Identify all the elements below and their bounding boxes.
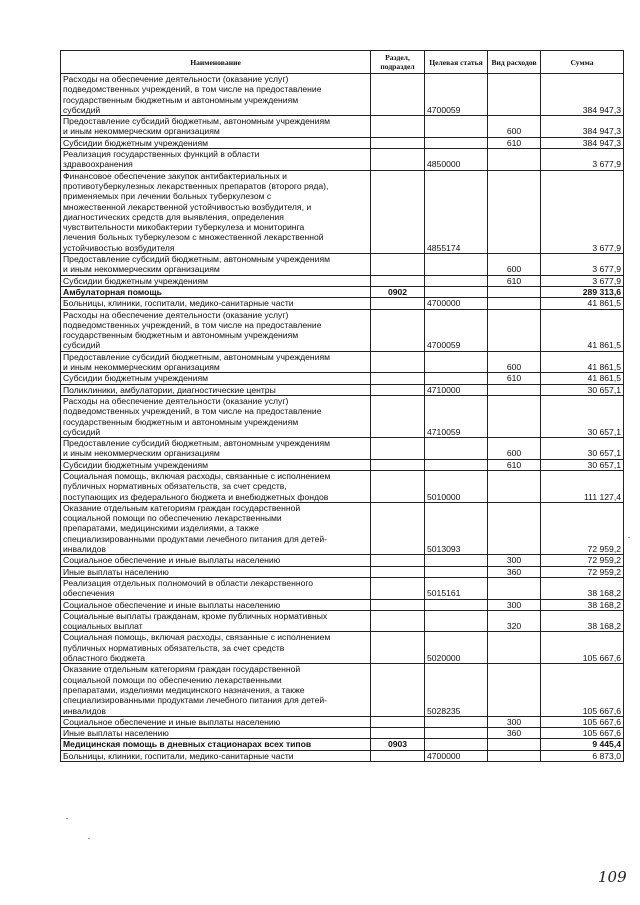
cell-name: Субсидии бюджетным учреждениям	[61, 137, 371, 148]
cell-target	[425, 438, 488, 460]
cell-target: 5020000	[425, 632, 488, 664]
cell-name: Социальная помощь, включая расходы, связанные с исполнением публичных нормативных обязательств, за счет средств, поступающих из федерального бюджета и внебюджетных фондов	[61, 470, 371, 502]
cell-section	[371, 275, 425, 286]
cell-section	[371, 298, 425, 309]
cell-name: Социальное обеспечение и иные выплаты населению	[61, 716, 371, 727]
cell-target: 4710059	[425, 395, 488, 437]
table-row	[61, 470, 624, 502]
cell-name: Медицинская помощь в дневных стационарах всех типов	[61, 739, 371, 750]
cell-target	[425, 566, 488, 577]
cell-sum: 30 657,1	[541, 438, 624, 460]
cell-name: Расходы на обеспечение деятельности (оказание услуг) подведомственных учреждений, в том числе на предоставление государственным бюджетным и автономным учреждениям субсидий	[61, 74, 371, 116]
header-name: Наименование	[61, 51, 371, 74]
cell-section: 0902	[371, 286, 425, 297]
table-row	[61, 459, 624, 470]
cell-target: 4700059	[425, 74, 488, 116]
cell-section	[371, 459, 425, 470]
cell-sum: 30 657,1	[541, 384, 624, 395]
cell-sum: 72 959,2	[541, 566, 624, 577]
cell-target	[425, 286, 488, 297]
cell-kind	[488, 577, 541, 599]
table-row	[61, 438, 624, 460]
cell-name: Иные выплаты населению	[61, 728, 371, 739]
cell-kind	[488, 309, 541, 351]
table-row	[61, 298, 624, 309]
cell-kind: 600	[488, 438, 541, 460]
cell-sum: 105 667,6	[541, 664, 624, 716]
cell-section	[371, 309, 425, 351]
cell-sum: 384 947,3	[541, 116, 624, 138]
cell-section	[371, 577, 425, 599]
cell-name: Расходы на обеспечение деятельности (оказание услуг) подведомственных учреждений, в том числе на предоставление государственным бюджетным и автономным учреждениям субсидий	[61, 309, 371, 351]
cell-kind: 360	[488, 728, 541, 739]
cell-sum: 30 657,1	[541, 459, 624, 470]
table-row	[61, 664, 624, 716]
table-row	[61, 632, 624, 664]
cell-sum: 289 313,6	[541, 286, 624, 297]
cell-kind	[488, 170, 541, 253]
cell-kind: 610	[488, 373, 541, 384]
table-row	[61, 395, 624, 437]
cell-kind: 600	[488, 254, 541, 276]
cell-name: Предоставление субсидий бюджетным, автономным учреждениям и иным некоммерческим организациям	[61, 254, 371, 276]
cell-name: Социальное обеспечение и иные выплаты населению	[61, 599, 371, 610]
cell-name: Больницы, клиники, госпитали, медико-санитарные части	[61, 298, 371, 309]
table-row	[61, 577, 624, 599]
cell-kind: 610	[488, 459, 541, 470]
table-row	[61, 728, 624, 739]
cell-kind	[488, 739, 541, 750]
table-row	[61, 116, 624, 138]
budget-table	[60, 50, 624, 762]
cell-name: Оказание отдельным категориям граждан государственной социальной помощи по обеспечению лекарственными препаратами, изделиями медицинского назначения, а также специализированными продуктами лечебного питания для детей- инвалидов	[61, 664, 371, 716]
header-target: Целевая статья	[425, 51, 488, 74]
cell-kind	[488, 502, 541, 554]
cell-target	[425, 254, 488, 276]
cell-target	[425, 137, 488, 148]
cell-section	[371, 750, 425, 761]
table-row	[61, 309, 624, 351]
cell-sum: 41 861,5	[541, 309, 624, 351]
cell-section	[371, 395, 425, 437]
cell-kind: 610	[488, 275, 541, 286]
cell-name: Финансовое обеспечение закупок антибактериальных и противотуберкулезных лекарственных препаратов (второго ряда), применяемых при лечении больных туберкулезом с множественной лекарственной устойчивостью возбудителя, и диагностических средств для выявления, определения чувствительности микобактерии туберкулеза и мониторинга лечения больных туберкулезом с множественной лекарственной устойчивостью возбудителя	[61, 170, 371, 253]
cell-section	[371, 384, 425, 395]
table-header-row	[61, 51, 624, 74]
table-row	[61, 555, 624, 566]
cell-sum: 3 677,9	[541, 254, 624, 276]
cell-target	[425, 275, 488, 286]
cell-section: 0903	[371, 739, 425, 750]
cell-target: 4850000	[425, 149, 488, 171]
cell-target	[425, 716, 488, 727]
cell-target	[425, 599, 488, 610]
cell-sum: 72 959,2	[541, 502, 624, 554]
cell-target: 5015161	[425, 577, 488, 599]
cell-kind: 300	[488, 555, 541, 566]
cell-target: 5013093	[425, 502, 488, 554]
table-row	[61, 373, 624, 384]
cell-kind	[488, 395, 541, 437]
cell-target	[425, 116, 488, 138]
cell-kind: 300	[488, 716, 541, 727]
cell-section	[371, 254, 425, 276]
cell-section	[371, 438, 425, 460]
cell-name: Оказание отдельным категориям граждан государственной социальной помощи по обеспечению лекарственными препаратами, медицинскими изделиями, а также специализированными продуктами лечебного питания для детей- инвалидов	[61, 502, 371, 554]
cell-target: 5010000	[425, 470, 488, 502]
cell-section	[371, 610, 425, 632]
cell-kind	[488, 632, 541, 664]
cell-kind	[488, 470, 541, 502]
table-body	[61, 74, 624, 762]
cell-target: 4710000	[425, 384, 488, 395]
table-row	[61, 739, 624, 750]
cell-kind	[488, 74, 541, 116]
scan-speck	[88, 838, 90, 839]
cell-name: Расходы на обеспечение деятельности (оказание услуг) подведомственных учреждений, в том числе на предоставление государственным бюджетным и автономным учреждениям субсидий	[61, 395, 371, 437]
header-sum: Сумма	[541, 51, 624, 74]
cell-kind: 600	[488, 351, 541, 373]
table-row	[61, 254, 624, 276]
cell-kind	[488, 298, 541, 309]
cell-section	[371, 716, 425, 727]
table-row	[61, 137, 624, 148]
cell-name: Предоставление субсидий бюджетным, автономным учреждениям и иным некоммерческим организациям	[61, 351, 371, 373]
cell-section	[371, 555, 425, 566]
cell-name: Реализация государственных функций в области здравоохранения	[61, 149, 371, 171]
cell-section	[371, 470, 425, 502]
cell-target: 4855174	[425, 170, 488, 253]
cell-sum: 9 445,4	[541, 739, 624, 750]
cell-sum: 3 677,9	[541, 275, 624, 286]
cell-kind: 360	[488, 566, 541, 577]
scan-speck	[66, 818, 68, 819]
cell-name: Поликлиники, амбулатории, диагностические центры	[61, 384, 371, 395]
table-row	[61, 384, 624, 395]
cell-sum: 6 873,0	[541, 750, 624, 761]
table-row	[61, 599, 624, 610]
cell-sum: 38 168,2	[541, 599, 624, 610]
cell-sum: 38 168,2	[541, 577, 624, 599]
cell-section	[371, 664, 425, 716]
cell-kind	[488, 286, 541, 297]
cell-target: 4700000	[425, 298, 488, 309]
cell-section	[371, 599, 425, 610]
header-section: Раздел, подраздел	[371, 51, 425, 74]
table-row	[61, 275, 624, 286]
cell-section	[371, 502, 425, 554]
cell-sum: 105 667,6	[541, 632, 624, 664]
cell-target	[425, 728, 488, 739]
budget-table-page	[60, 50, 623, 762]
cell-name: Субсидии бюджетным учреждениям	[61, 373, 371, 384]
cell-section	[371, 116, 425, 138]
cell-target	[425, 351, 488, 373]
cell-sum: 41 861,5	[541, 298, 624, 309]
table-row	[61, 502, 624, 554]
cell-name: Иные выплаты населению	[61, 566, 371, 577]
cell-sum: 384 947,3	[541, 137, 624, 148]
cell-sum: 3 677,9	[541, 149, 624, 171]
cell-kind	[488, 149, 541, 171]
cell-name: Амбулаторная помощь	[61, 286, 371, 297]
cell-name: Социальная помощь, включая расходы, связанные с исполнением публичных нормативных обязательств, за счет средств областного бюджета	[61, 632, 371, 664]
cell-sum: 3 677,9	[541, 170, 624, 253]
table-row	[61, 566, 624, 577]
cell-sum: 38 168,2	[541, 610, 624, 632]
cell-target	[425, 739, 488, 750]
cell-sum: 30 657,1	[541, 395, 624, 437]
cell-sum: 384 947,3	[541, 74, 624, 116]
cell-section	[371, 74, 425, 116]
cell-section	[371, 149, 425, 171]
cell-kind	[488, 384, 541, 395]
cell-name: Субсидии бюджетным учреждениям	[61, 275, 371, 286]
page-number: 109	[598, 868, 627, 886]
cell-sum: 105 667,6	[541, 728, 624, 739]
cell-sum: 41 861,5	[541, 373, 624, 384]
cell-sum: 111 127,4	[541, 470, 624, 502]
table-row	[61, 286, 624, 297]
table-row	[61, 610, 624, 632]
table-row	[61, 716, 624, 727]
table-row	[61, 750, 624, 761]
cell-name: Реализация отдельных полномочий в области лекарственного обеспечения	[61, 577, 371, 599]
cell-target	[425, 459, 488, 470]
cell-section	[371, 170, 425, 253]
cell-target	[425, 555, 488, 566]
cell-section	[371, 351, 425, 373]
cell-sum: 72 959,2	[541, 555, 624, 566]
cell-kind: 320	[488, 610, 541, 632]
cell-target	[425, 373, 488, 384]
cell-sum: 105 667,6	[541, 716, 624, 727]
cell-section	[371, 728, 425, 739]
table-row	[61, 74, 624, 116]
table-row	[61, 170, 624, 253]
cell-name: Предоставление субсидий бюджетным, автономным учреждениям и иным некоммерческим организациям	[61, 116, 371, 138]
table-row	[61, 149, 624, 171]
cell-name: Социальное обеспечение и иные выплаты населению	[61, 555, 371, 566]
cell-target: 4700059	[425, 309, 488, 351]
cell-target	[425, 610, 488, 632]
cell-target: 4700000	[425, 750, 488, 761]
cell-name: Субсидии бюджетным учреждениям	[61, 459, 371, 470]
cell-sum: 41 861,5	[541, 351, 624, 373]
cell-section	[371, 632, 425, 664]
header-kind: Вид расходов	[488, 51, 541, 74]
cell-kind: 300	[488, 599, 541, 610]
cell-name: Социальные выплаты гражданам, кроме публичных нормативных социальных выплат	[61, 610, 371, 632]
cell-kind	[488, 750, 541, 761]
cell-section	[371, 566, 425, 577]
cell-kind: 610	[488, 137, 541, 148]
cell-section	[371, 373, 425, 384]
cell-kind: 600	[488, 116, 541, 138]
scan-speck	[628, 537, 630, 538]
cell-name: Больницы, клиники, госпитали, медико-санитарные части	[61, 750, 371, 761]
cell-section	[371, 137, 425, 148]
cell-target: 5028235	[425, 664, 488, 716]
cell-name: Предоставление субсидий бюджетным, автономным учреждениям и иным некоммерческим организациям	[61, 438, 371, 460]
cell-kind	[488, 664, 541, 716]
table-row	[61, 351, 624, 373]
